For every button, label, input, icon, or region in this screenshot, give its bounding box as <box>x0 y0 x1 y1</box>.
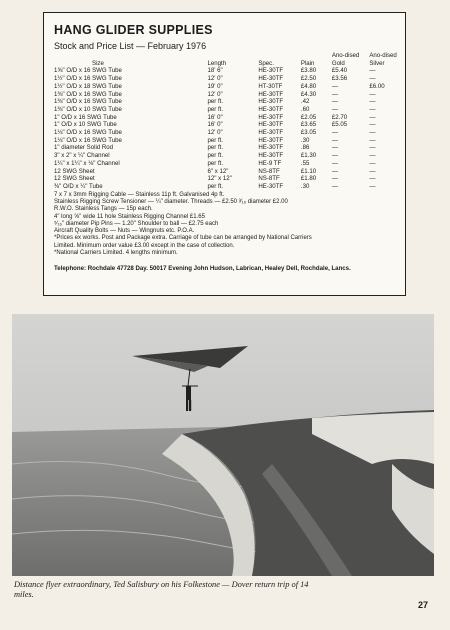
note-line: Stainless Rigging Screw Tensioner — ¼" diameter. Threads — £2.50 ³⁄₁₆ diameter £2.00 <box>54 198 288 205</box>
table-row <box>54 152 397 160</box>
cell-size: 1" O/D x 10 SWG Tube <box>54 121 117 129</box>
cell-silver: — <box>369 159 376 167</box>
price-notes <box>54 192 397 258</box>
table-row <box>54 67 397 75</box>
cell-silver: — <box>369 144 376 152</box>
cell-length: 19' 0" <box>207 82 223 90</box>
cell-plain: .55 <box>300 159 310 167</box>
cell-length: per ft. <box>207 105 224 113</box>
price-table-body <box>54 67 397 190</box>
cell-size: 1½" O/D x 16 SWG Tube <box>54 75 122 83</box>
cell-gold: — <box>331 152 338 160</box>
table-row <box>54 168 397 176</box>
cell-size: 3" x 2" x ¼" Channel <box>54 152 110 160</box>
table-row <box>54 183 397 191</box>
cell-gold: — <box>331 144 338 152</box>
table-row <box>54 75 397 83</box>
col-gold: Ano-dised Gold <box>331 52 360 67</box>
cell-size: 1⅜" O/D x 16 SWG Tube <box>54 90 122 98</box>
note-line: *National Carriers Limited. 4 lengths minimum. <box>54 250 178 257</box>
cell-gold: — <box>331 82 338 90</box>
cell-plain: £3.05 <box>300 129 317 137</box>
advert-title: HANG GLIDER SUPPLIES <box>54 23 213 37</box>
cell-length: per ft. <box>207 159 224 167</box>
price-list-advert <box>43 12 406 296</box>
cell-silver: — <box>369 152 376 160</box>
page-number: 27 <box>417 600 428 610</box>
cell-size: 1⅛" O/D x 16 SWG Tube <box>54 129 122 137</box>
cell-plain: .42 <box>300 98 310 106</box>
col-plain: Plain <box>300 59 315 67</box>
table-row <box>54 160 397 168</box>
note-line: Limited. Minimum order value £3.00 except in the case of collection. <box>54 242 235 249</box>
cell-spec: HT-30TF <box>258 82 283 90</box>
table-row <box>54 91 397 99</box>
cell-size: 1⅝" O/D x 16 SWG Tube <box>54 67 122 75</box>
note-line: 4" long ⅝" wide 11 hole Stainless Rigging Channel £1.65 <box>54 213 205 220</box>
note-line: ⁵⁄₁₆" diameter Pip Pins — 1.20" Shoulder to ball — £2.75 each <box>54 220 219 227</box>
cell-plain: £2.05 <box>300 113 317 121</box>
cell-gold: — <box>331 90 338 98</box>
cell-spec: HE-9 TF <box>258 159 282 167</box>
cell-size: ⅜" O/D x ¼" Tube <box>54 182 103 190</box>
cell-plain: £4.30 <box>300 90 317 98</box>
col-length: Length <box>207 59 227 67</box>
table-row <box>54 98 397 106</box>
cell-spec: NS-8TF <box>258 167 280 175</box>
cell-spec: HE-30TF <box>258 136 284 144</box>
cell-gold: — <box>331 182 338 190</box>
cell-length: 12" x 12" <box>207 175 232 183</box>
cell-silver: — <box>369 67 376 75</box>
cell-spec: HE-30TF <box>258 152 284 160</box>
cell-silver: — <box>369 90 376 98</box>
cell-silver: — <box>369 105 376 113</box>
cell-plain: £1.80 <box>300 175 317 183</box>
cell-length: 12' 0" <box>207 90 223 98</box>
note-line: Aircraft Quality Bolts — Nuts — Wingnuts etc. P.O.A. <box>54 228 195 235</box>
cell-spec: HE-30TF <box>258 105 284 113</box>
cell-gold: — <box>331 98 338 106</box>
cell-length: per ft. <box>207 144 224 152</box>
cell-length: 12' 0" <box>207 75 223 83</box>
table-row <box>54 129 397 137</box>
cell-spec: HE-30TF <box>258 121 284 129</box>
cell-length: per ft. <box>207 98 224 106</box>
cell-length: per ft. <box>207 152 224 160</box>
table-row <box>54 144 397 152</box>
cell-silver: — <box>369 182 376 190</box>
table-row <box>54 137 397 145</box>
cell-size: 1" diameter Solid Rod <box>54 144 114 152</box>
cell-gold: £2.70 <box>331 113 348 121</box>
cell-size: 1⅜" O/D x 10 SWG Tube <box>54 105 122 113</box>
cell-silver: — <box>369 136 376 144</box>
advert-subtitle: Stock and Price List — February 1976 <box>54 41 207 51</box>
col-spec: Spec. <box>258 59 274 67</box>
table-row <box>54 114 397 122</box>
cell-length: 12' 0" <box>207 129 223 137</box>
cell-length: 6" x 12" <box>207 167 229 175</box>
cell-gold: — <box>331 159 338 167</box>
col-silver: Ano-dised Silver <box>369 52 397 67</box>
cell-plain: .86 <box>300 144 310 152</box>
cell-spec: HE-30TF <box>258 67 284 75</box>
price-table-header <box>54 52 397 67</box>
cell-gold: — <box>331 129 338 137</box>
telephone-line: Telephone: Rochdale 47728 Day. 50017 Evening John Hudson, Labrican, Healey Dell, Rochdale, Lancs. <box>54 265 351 273</box>
table-row <box>54 83 397 91</box>
cell-spec: HE-30TF <box>258 75 284 83</box>
cell-plain: .60 <box>300 105 310 113</box>
cell-silver: — <box>369 98 376 106</box>
cell-gold: — <box>331 136 338 144</box>
price-table <box>54 52 397 191</box>
cell-length: 16' 0" <box>207 113 223 121</box>
note-line: *Prices ex works. Post and Package extra. Carriage of tube can be arranged by National Carriers <box>54 235 312 242</box>
photo-caption: Distance flyer extraordinary, Ted Salisbury on his Folkestone — Dover return trip of 14 miles. <box>14 580 309 599</box>
cell-plain: .30 <box>300 136 310 144</box>
cell-plain: £2.50 <box>300 75 317 83</box>
cell-silver: — <box>369 167 376 175</box>
cell-spec: NS-8TF <box>258 175 280 183</box>
cell-size: 12 SWG Sheet <box>54 167 95 175</box>
cell-length: per ft. <box>207 136 224 144</box>
table-row <box>54 121 397 129</box>
cell-plain: £4.80 <box>300 82 317 90</box>
cell-gold: £5.05 <box>331 121 348 129</box>
cell-size: 12 SWG Sheet <box>54 175 95 183</box>
photo-illustration <box>12 314 434 576</box>
cell-gold: — <box>331 167 338 175</box>
cell-size: 1⅜" O/D x 16 SWG Tube <box>54 98 122 106</box>
cell-gold: £3.56 <box>331 75 348 83</box>
note-line: R.W.O. Stainless Tangs — 15p each. <box>54 206 153 213</box>
cell-size: 1" O/D x 16 SWG Tube <box>54 113 117 121</box>
col-size: Size <box>92 59 104 67</box>
cell-gold: — <box>331 175 338 183</box>
cell-spec: HE-30TF <box>258 90 284 98</box>
cell-plain: £1.30 <box>300 152 317 160</box>
cell-plain: £3.65 <box>300 121 317 129</box>
table-row <box>54 175 397 183</box>
cell-spec: HE-30TF <box>258 129 284 137</box>
cell-spec: HE-30TF <box>258 182 284 190</box>
cell-length: 16' 0" <box>207 121 223 129</box>
cell-silver: — <box>369 121 376 129</box>
cell-length: per ft. <box>207 182 224 190</box>
cell-size: 1¼" x 1¼" x ⅛" Channel <box>54 159 120 167</box>
cell-size: 1⅛" O/D x 16 SWG Tube <box>54 136 122 144</box>
cell-gold: £5.40 <box>331 67 348 75</box>
note-line: 7 x 7 x 3mm Rigging Cable — Stainless 11p ft. Galvanised 4p ft. <box>54 191 225 198</box>
cell-silver: — <box>369 75 376 83</box>
cell-gold: — <box>331 105 338 113</box>
cell-silver: — <box>369 129 376 137</box>
cell-plain: £3.80 <box>300 67 317 75</box>
cell-length: 18' 6" <box>207 67 223 75</box>
cell-plain: £1.10 <box>300 167 317 175</box>
cell-silver: — <box>369 113 376 121</box>
cell-spec: HE-30TF <box>258 98 284 106</box>
cell-plain: .30 <box>300 182 310 190</box>
cell-size: 1½" O/D x 18 SWG Tube <box>54 82 122 90</box>
table-row <box>54 106 397 114</box>
cell-silver: £6.00 <box>369 82 385 90</box>
cell-spec: HE-30TF <box>258 113 284 121</box>
hang-glider-photo <box>12 314 434 576</box>
cell-spec: HE-30TF <box>258 144 284 152</box>
cell-silver: — <box>369 175 376 183</box>
